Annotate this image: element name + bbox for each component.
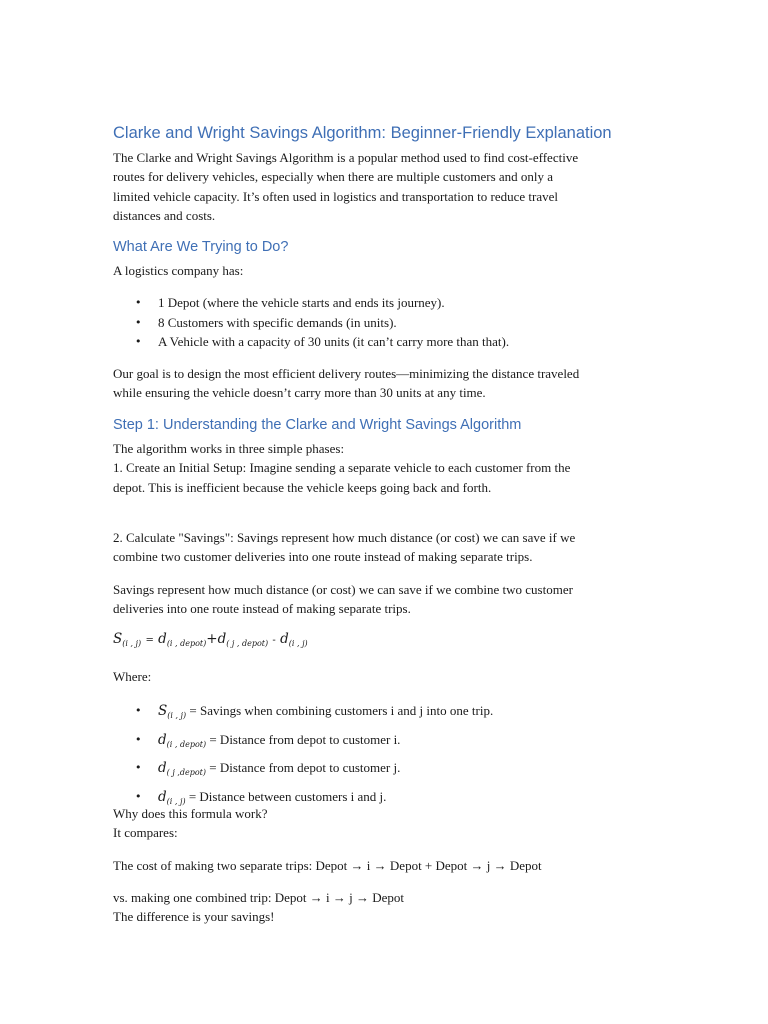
savings-step-line: combine two customer deliveries into one route instead of making separate trips.: [113, 549, 533, 565]
formula-subscript: (i , j): [167, 711, 187, 720]
combined-line: The difference is your savings!: [113, 909, 275, 925]
list-item-text: 1 Depot (where the vehicle starts and ends its journey).: [158, 295, 445, 310]
formula-operator: =: [145, 635, 154, 646]
formula-symbol: d: [280, 631, 289, 647]
why-line: It compares:: [113, 825, 178, 841]
formula-symbol: d: [158, 731, 167, 748]
goal-line: Our goal is to design the most efficient delivery routes—minimizing the distance traveled: [113, 366, 580, 381]
phases-paragraph: [113, 439, 653, 497]
formula-subscript: (i , depot): [166, 639, 207, 648]
intro-paragraph: [113, 148, 653, 225]
formula-operator: +: [206, 631, 218, 647]
bullet-icon: •: [135, 315, 142, 329]
formula-symbol: d: [158, 631, 167, 647]
list-item: [113, 332, 509, 352]
list-item-text: = Distance from depot to customer i.: [206, 731, 401, 747]
where-bullet-list: [113, 699, 493, 813]
formula-subscript: ( j , depot): [226, 639, 269, 648]
formula-subscript: (i , j): [288, 639, 308, 648]
separate-trips-text: The cost of making two separate trips: Depot → i → Depot + Depot → j → Depot: [113, 858, 542, 873]
section-heading-step1: Step 1: Understanding the Clarke and Wright Savings Algorithm: [113, 417, 522, 433]
formula-symbol: d: [217, 631, 227, 647]
formula-operator: -: [272, 635, 276, 646]
section-heading-goal: What Are We Trying to Do?: [113, 239, 289, 255]
goal-bullet-list: [113, 293, 509, 352]
phases-line: The algorithm works in three simple phases:: [113, 441, 345, 456]
bullet-icon: •: [135, 732, 142, 746]
combined-trip-paragraph: [113, 888, 653, 927]
savings-formula: [113, 630, 653, 653]
list-item: [113, 756, 493, 785]
combined-line: vs. making one combined trip: Depot → i → j → Depot: [113, 890, 405, 905]
savings-step-line: 2. Calculate "Savings": Savings represent how much distance (or cost) we can save if we: [113, 530, 576, 545]
why-line: Why does this formula work?: [113, 806, 268, 821]
formula-symbol: d: [158, 760, 167, 776]
formula-symbol: S: [113, 631, 123, 647]
formula-subscript: (i , j): [166, 796, 186, 806]
savings-step-paragraph: [113, 528, 653, 567]
bullet-icon: •: [135, 296, 142, 309]
intro-line: routes for delivery vehicles, especially when there are multiple customers and only a: [113, 169, 554, 185]
formula-subscript: (i , depot): [166, 739, 207, 749]
savings-definition-line: deliveries into one route instead of making separate trips.: [113, 601, 411, 617]
list-item: [113, 699, 493, 728]
goal-lead: A logistics company has:: [113, 263, 244, 278]
bullet-icon: •: [135, 335, 142, 348]
list-item-text: = Distance from depot to customer j.: [206, 760, 401, 775]
list-item: [113, 313, 509, 333]
phases-line: 1. Create an Initial Setup: Imagine sending a separate vehicle to each customer from the: [113, 460, 571, 476]
bullet-icon: •: [135, 704, 142, 717]
formula-symbol: S: [158, 703, 168, 719]
where-label: Where:: [113, 669, 152, 684]
list-item-text: 8 Customers with specific demands (in units).: [158, 314, 397, 330]
formula-subscript: ( j ,depot): [166, 768, 207, 777]
bullet-icon: •: [135, 789, 142, 803]
goal-paragraph: [113, 364, 653, 403]
list-item-text: = Distance between customers i and j.: [185, 788, 387, 804]
why-paragraph: [113, 804, 653, 843]
savings-definition-line: Savings represent how much distance (or cost) we can save if we combine two customer: [113, 582, 573, 597]
intro-line: limited vehicle capacity. It’s often used in logistics and transportation to reduce travel: [113, 188, 558, 204]
document-title: Clarke and Wright Savings Algorithm: Beginner-Friendly Explanation: [113, 124, 612, 142]
formula-symbol: d: [158, 788, 167, 805]
list-item-text: A Vehicle with a capacity of 30 units (it can’t carry more than that).: [158, 334, 510, 349]
list-item-text: = Savings when combining customers i and j into one trip.: [186, 703, 494, 718]
list-item: [113, 728, 493, 757]
formula-subscript: (i , j): [122, 639, 142, 648]
savings-definition-paragraph: [113, 580, 653, 619]
phases-line: depot. This is inefficient because the vehicle keeps going back and forth.: [113, 479, 492, 495]
intro-line: The Clarke and Wright Savings Algorithm is a popular method used to find cost-effective: [113, 150, 579, 165]
intro-line: distances and costs.: [113, 207, 216, 223]
goal-line: while ensuring the vehicle doesn’t carry more than 30 units at any time.: [113, 385, 486, 401]
bullet-icon: •: [135, 761, 142, 774]
list-item: [113, 293, 509, 313]
